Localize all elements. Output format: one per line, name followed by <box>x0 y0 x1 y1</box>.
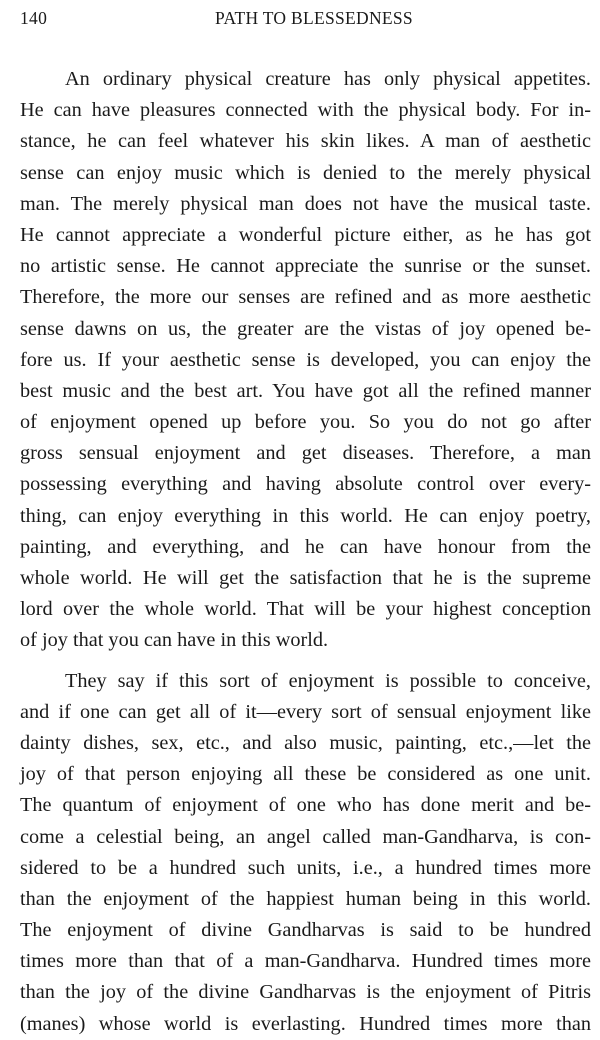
text-line: of enjoyment opened up before you. So you do not go after <box>20 411 591 434</box>
text-line: come a celestial being, an angel called man-Gandharva, is con- <box>20 825 591 848</box>
text-line: times more than that of a man-Gandharva. Hundred times more <box>20 950 591 973</box>
page-header <box>20 8 588 32</box>
text-line: lord over the whole world. That will be your highest conception <box>20 598 591 621</box>
text-line: and if one can get all of it—every sort of sensual enjoyment like <box>20 700 591 723</box>
text-line: best music and the best art. You have got all the refined manner <box>20 379 591 402</box>
text-line: possessing everything and having absolute control over every- <box>20 473 591 496</box>
text-line: whole world. He will get the satisfaction that he is the supreme <box>20 567 591 589</box>
text-line: no artistic sense. He cannot appreciate the sunrise or the sunset. <box>20 255 591 278</box>
text-line: than the enjoyment of the happiest human being in this world. <box>20 887 591 910</box>
text-line: Therefore, the more our senses are refined and as more aesthetic <box>20 286 591 309</box>
paragraph-gap <box>20 657 591 666</box>
text-line: thing, can enjoy everything in this world. He can enjoy poetry, <box>20 504 591 527</box>
paragraph-2 <box>20 666 591 1040</box>
text-line: They say if this sort of enjoyment is possible to conceive, <box>65 669 591 692</box>
text-line: joy of that person enjoying all these be considered as one unit. <box>20 763 591 786</box>
text-line: of joy that you can have in this world. <box>20 629 329 652</box>
text-line: He can have pleasures connected with the physical body. For in- <box>20 99 591 122</box>
text-line: dainty dishes, sex, etc., and also music, painting, etc.,—let the <box>20 731 591 754</box>
text-line: man. The merely physical man does not have the musical taste. <box>20 192 591 215</box>
text-line: than the joy of the divine Gandharvas is the enjoyment of Pitris <box>20 981 591 1004</box>
text-line: An ordinary physical creature has only physical appetites. <box>65 68 591 90</box>
text-line: gross sensual enjoyment and get diseases. Therefore, a man <box>20 442 591 465</box>
text-line: (manes) whose world is everlasting. Hundred times more than <box>20 1012 591 1035</box>
text-line: The quantum of enjoyment of one who has done merit and be- <box>20 794 591 817</box>
page-number: 140 <box>20 8 48 28</box>
text-line: fore us. If your aesthetic sense is developed, you can enjoy the <box>20 348 591 371</box>
running-title: PATH TO BLESSEDNESS <box>215 8 413 28</box>
text-line: sense can enjoy music which is denied to the merely physical <box>20 161 591 184</box>
paragraph-1 <box>20 64 591 657</box>
text-line: He cannot appreciate a wonderful picture either, as he has got <box>20 223 591 246</box>
text-line: painting, and everything, and he can have honour from the <box>20 535 591 558</box>
text-line: sidered to be a hundred such units, i.e., a hundred times more <box>20 856 591 879</box>
text-line: The enjoyment of divine Gandharvas is said to be hundred <box>20 919 591 942</box>
text-line: sense dawns on us, the greater are the vistas of joy opened be- <box>20 317 591 340</box>
text-line: stance, he can feel whatever his skin likes. A man of aesthetic <box>20 130 591 153</box>
body-text <box>20 64 591 1040</box>
